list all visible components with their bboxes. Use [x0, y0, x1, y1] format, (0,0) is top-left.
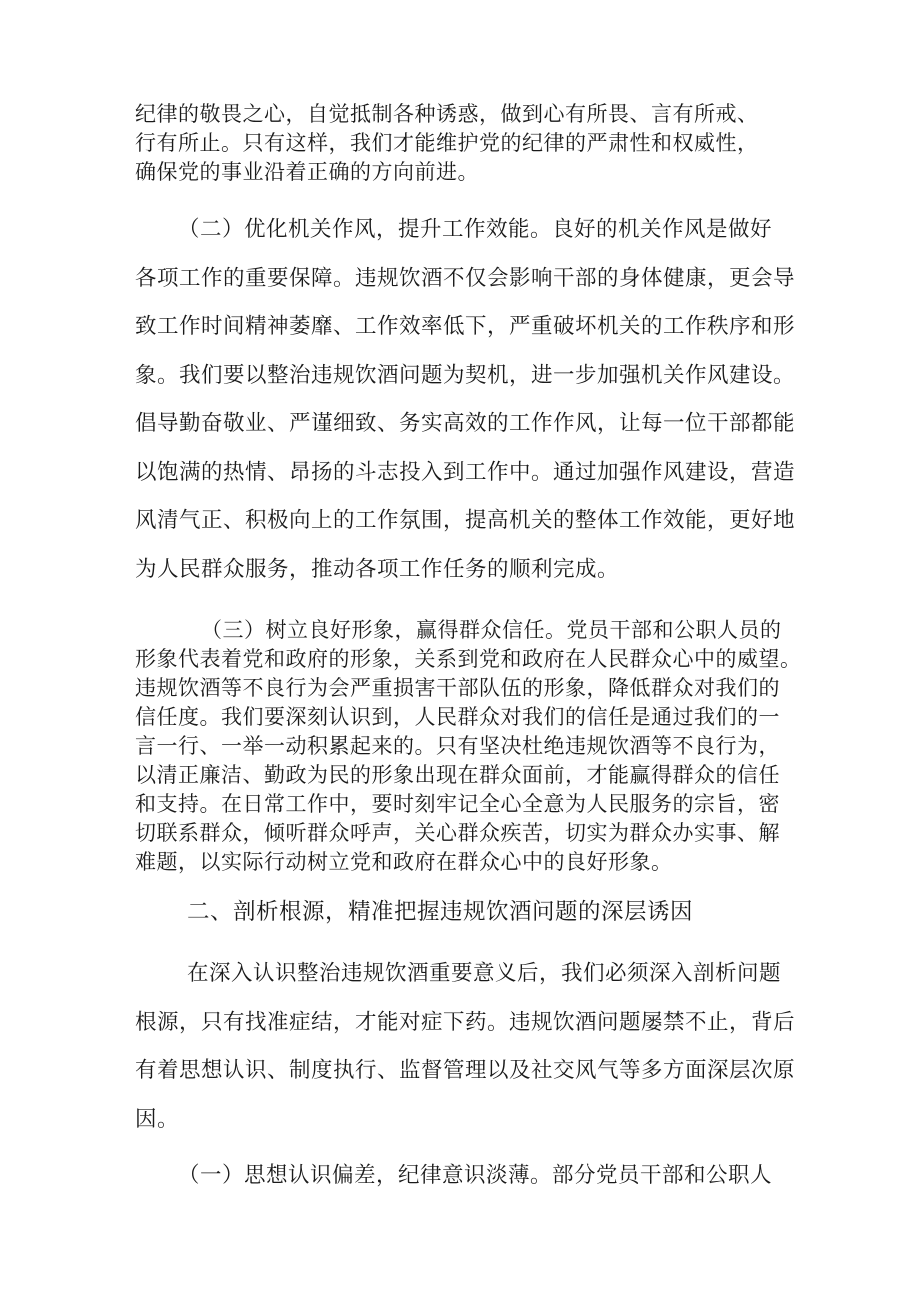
section-heading — [135, 897, 785, 927]
text-line: 以清正廉洁、勤政为民的形象出现在群众面前，才能赢得群众的信任 — [135, 763, 780, 787]
paragraph-section-2 — [135, 206, 796, 594]
text-line: 难题，以实际行动树立党和政府在群众心中的良好形象。 — [135, 850, 673, 874]
text-line: 根源，只有找准症结，才能对症下药。违规饮酒问题屡禁不止，背后 — [135, 1009, 796, 1035]
text-line: （三）树立良好形象，赢得群众信任。党员干部和公职人员的 — [201, 618, 782, 642]
text-line: 纪律的敬畏之心，自觉抵制各种诱惑，做到心有所畏、言有所戒、 — [135, 102, 759, 126]
paragraph-continuation — [135, 100, 785, 187]
text-line: 致工作时间精神萎靡、工作效率低下，严重破坏机关的工作秩序和形 — [135, 314, 796, 339]
text-line: 行有所止。只有这样，我们才能维护党的纪律的严肃性和权威性， — [135, 131, 759, 155]
paragraph-intro — [135, 950, 796, 1144]
text-line: 因。 — [135, 1106, 180, 1132]
text-line: 切联系群众，倾听群众呼声，关心群众疾苦，切实为群众办实事、解 — [135, 821, 780, 845]
text-line: 为人民群众服务，推动各项工作任务的顺利完成。 — [135, 556, 620, 582]
text-line: 和支持。在日常工作中，要时刻牢记全心全意为人民服务的宗旨，密 — [135, 792, 780, 816]
text-line: （一）思想认识偏差，纪律意识淡薄。部分党员干部和公职人 — [178, 1163, 773, 1188]
text-line: 二、剖析根源，精准把握违规饮酒问题的深层诱因 — [187, 899, 694, 925]
text-line: 风清气正、积极向上的工作氛围，提高机关的整体工作效能，更好地 — [135, 508, 796, 533]
text-line: 违规饮酒等不良行为会严重损害干部队伍的形象，降低群众对我们的 — [135, 676, 780, 700]
text-line: 形象代表着党和政府的形象，关系到党和政府在人民群众心中的威望。 — [135, 647, 802, 671]
paragraph-subsection-1 — [135, 1152, 785, 1201]
text-line: 各项工作的重要保障。违规饮酒不仅会影响干部的身体健康，更会导 — [135, 265, 796, 291]
paragraph-section-3 — [135, 616, 802, 877]
text-line: 信任度。我们要深刻认识到，人民群众对我们的信任是通过我们的一 — [135, 705, 780, 729]
text-line: 倡导勤奋敬业、严谨细致、务实高效的工作作风，让每一位干部都能 — [135, 411, 796, 436]
text-line: 象。我们要以整治违规饮酒问题为契机，进一步加强机关作风建设。 — [135, 362, 796, 388]
text-line: 以饱满的热情、昂扬的斗志投入到工作中。通过加强作风建设，营造 — [135, 459, 796, 485]
text-line: 有着思想认识、制度执行、监督管理以及社交风气等多方面深层次原 — [135, 1058, 796, 1083]
text-line: 言一行、一举一动积累起来的。只有坚决杜绝违规饮酒等不良行为， — [135, 734, 780, 758]
text-line: （二）优化机关作风，提升工作效能。良好的机关作风是做好 — [178, 217, 773, 242]
text-line: 确保党的事业沿着正确的方向前进。 — [135, 160, 479, 184]
text-line: 在深入认识整治违规饮酒重要意义后，我们必须深入剖析问题 — [187, 961, 782, 986]
